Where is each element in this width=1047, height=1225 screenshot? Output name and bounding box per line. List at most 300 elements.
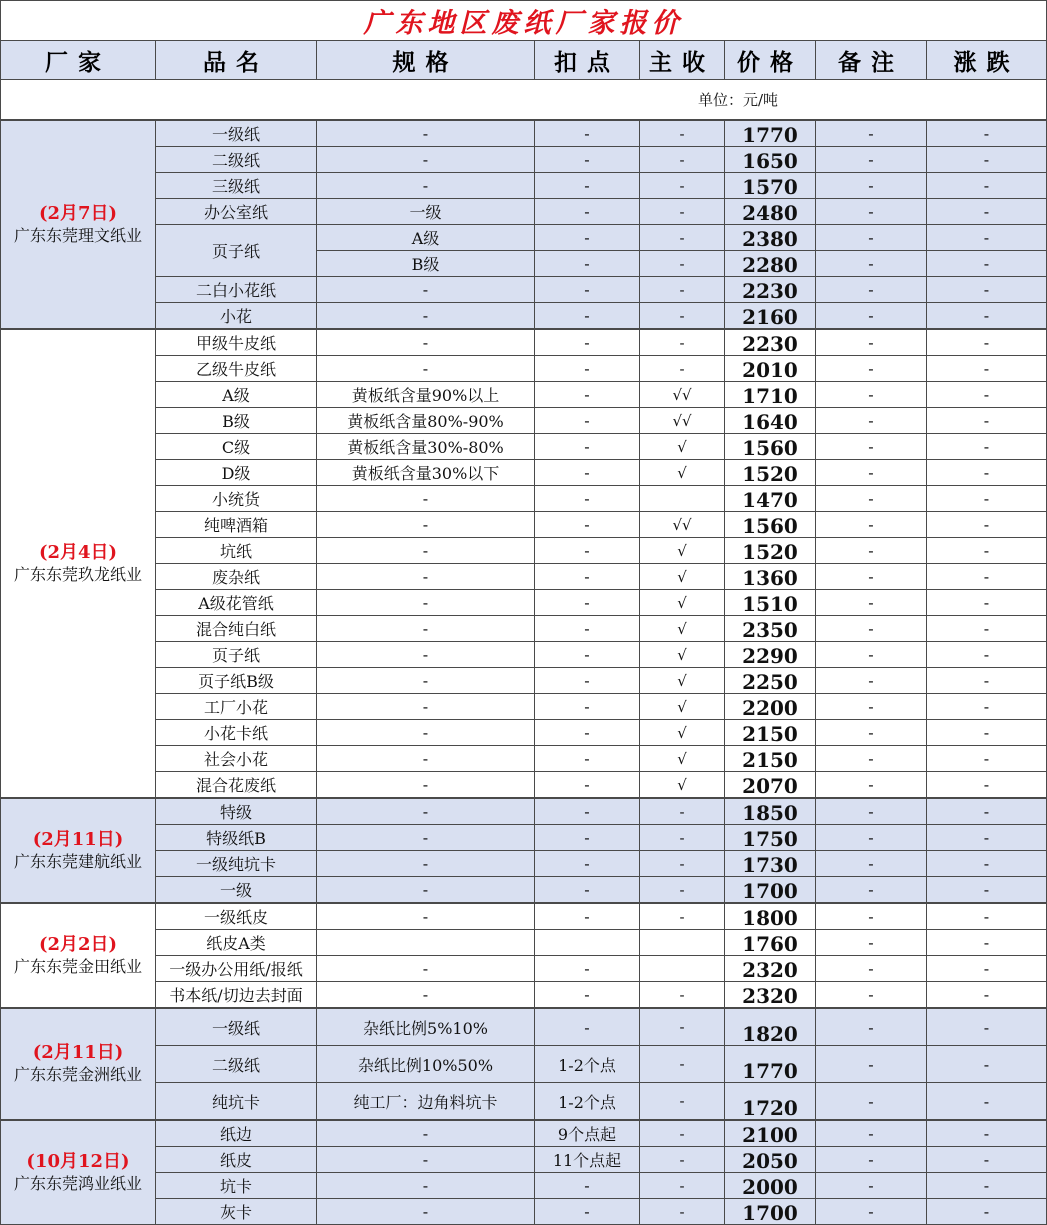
change-cell: -: [927, 825, 1047, 851]
price-cell: 1570: [725, 173, 816, 199]
company-date: (2月7日): [38, 202, 118, 224]
deduct-cell: -: [535, 668, 640, 694]
company-cell: [1, 1120, 156, 1225]
main-collect-cell: -: [640, 1008, 725, 1046]
table-row: [1, 356, 1047, 382]
product-name: 一级: [156, 877, 317, 904]
company-cell: [1, 1008, 156, 1120]
spec-cell: -: [317, 616, 535, 642]
price-cell: 1560: [725, 512, 816, 538]
note-cell: -: [816, 720, 927, 746]
spec-cell: -: [317, 851, 535, 877]
spec-cell: -: [317, 982, 535, 1009]
price-cell: 1560: [725, 434, 816, 460]
note-cell: -: [816, 329, 927, 356]
deduct-cell: [535, 930, 640, 956]
product-name: 废杂纸: [156, 564, 317, 590]
note-cell: -: [816, 303, 927, 330]
price-cell: 2150: [725, 746, 816, 772]
note-cell: -: [816, 173, 927, 199]
price-cell: 2100: [725, 1120, 816, 1147]
product-name: 书本纸/切边去封面: [156, 982, 317, 1009]
product-name: 纸皮: [156, 1147, 317, 1173]
main-collect-cell: -: [640, 903, 725, 930]
company-cell: [1, 329, 156, 798]
change-cell: -: [927, 486, 1047, 512]
note-cell: -: [816, 225, 927, 251]
product-name: 特级纸B: [156, 825, 317, 851]
table-row: [1, 147, 1047, 173]
deduct-cell: -: [535, 538, 640, 564]
price-cell: 1770: [725, 1046, 816, 1083]
product-name: 一级纯坑卡: [156, 851, 317, 877]
company-cell: [1, 798, 156, 903]
main-collect-cell: -: [640, 356, 725, 382]
spec-cell: -: [317, 772, 535, 799]
table-row: [1, 720, 1047, 746]
spec-cell: -: [317, 668, 535, 694]
change-cell: -: [927, 173, 1047, 199]
main-collect-cell: √: [640, 434, 725, 460]
spec-cell: 黄板纸含量90%以上: [317, 382, 535, 408]
spec-cell: -: [317, 956, 535, 982]
change-cell: -: [927, 408, 1047, 434]
table-row: [1, 1046, 1047, 1083]
table-row: [1, 199, 1047, 225]
main-collect-cell: √: [640, 642, 725, 668]
header-row: [1, 41, 1047, 80]
table-row: [1, 903, 1047, 930]
note-cell: -: [816, 356, 927, 382]
spec-cell: -: [317, 1120, 535, 1147]
product-name: 三级纸: [156, 173, 317, 199]
note-cell: -: [816, 199, 927, 225]
product-name: 一级纸皮: [156, 903, 317, 930]
deduct-cell: -: [535, 798, 640, 825]
spec-cell: A级: [317, 225, 535, 251]
table-row: [1, 956, 1047, 982]
table-row: [1, 851, 1047, 877]
product-name: D级: [156, 460, 317, 486]
price-cell: 2000: [725, 1173, 816, 1199]
table-row: [1, 538, 1047, 564]
table-row: [1, 1147, 1047, 1173]
note-cell: -: [816, 1046, 927, 1083]
product-name: 工厂小花: [156, 694, 317, 720]
spec-cell: 一级: [317, 199, 535, 225]
deduct-cell: -: [535, 772, 640, 799]
table-row: [1, 512, 1047, 538]
note-cell: -: [816, 1120, 927, 1147]
product-name: A级: [156, 382, 317, 408]
deduct-cell: -: [535, 903, 640, 930]
change-cell: -: [927, 1083, 1047, 1121]
table-row: [1, 694, 1047, 720]
table-row: [1, 303, 1047, 330]
price-cell: 1800: [725, 903, 816, 930]
spec-cell: -: [317, 746, 535, 772]
spec-cell: -: [317, 1173, 535, 1199]
deduct-cell: -: [535, 956, 640, 982]
product-name: 一级办公用纸/报纸: [156, 956, 317, 982]
company-date: (2月11日): [32, 828, 124, 850]
product-name: A级花管纸: [156, 590, 317, 616]
table-row: [1, 460, 1047, 486]
deduct-cell: -: [535, 746, 640, 772]
product-name: 混合纯白纸: [156, 616, 317, 642]
deduct-cell: -: [535, 277, 640, 303]
product-name: 甲级牛皮纸: [156, 329, 317, 356]
product-name: 页子纸: [156, 225, 317, 277]
note-cell: -: [816, 147, 927, 173]
deduct-cell: -: [535, 877, 640, 904]
deduct-cell: 11个点起: [535, 1147, 640, 1173]
price-cell: 2320: [725, 982, 816, 1009]
price-cell: 2290: [725, 642, 816, 668]
main-collect-cell: -: [640, 1120, 725, 1147]
price-cell: 2200: [725, 694, 816, 720]
change-cell: -: [927, 642, 1047, 668]
product-name: 办公室纸: [156, 199, 317, 225]
spec-cell: -: [317, 147, 535, 173]
product-name: 小花卡纸: [156, 720, 317, 746]
main-collect-cell: √: [640, 694, 725, 720]
spec-cell: -: [317, 173, 535, 199]
main-collect-cell: √: [640, 720, 725, 746]
deduct-cell: -: [535, 851, 640, 877]
price-cell: 1520: [725, 538, 816, 564]
table-row: [1, 616, 1047, 642]
note-cell: -: [816, 982, 927, 1009]
note-cell: -: [816, 590, 927, 616]
table-row: [1, 486, 1047, 512]
price-cell: 1820: [725, 1008, 816, 1046]
main-collect-cell: √: [640, 460, 725, 486]
table-row: [1, 746, 1047, 772]
header-main: 主收: [640, 41, 725, 80]
product-name: 纸皮A类: [156, 930, 317, 956]
main-collect-cell: √: [640, 590, 725, 616]
spec-cell: -: [317, 120, 535, 147]
deduct-cell: -: [535, 616, 640, 642]
change-cell: -: [927, 147, 1047, 173]
table-row: [1, 642, 1047, 668]
main-collect-cell: √: [640, 746, 725, 772]
spec-cell: -: [317, 720, 535, 746]
spec-cell: -: [317, 1147, 535, 1173]
spec-cell: B级: [317, 251, 535, 277]
header-spec: 规格: [317, 41, 535, 80]
change-cell: -: [927, 668, 1047, 694]
price-cell: 2280: [725, 251, 816, 277]
note-cell: -: [816, 851, 927, 877]
product-name: 二白小花纸: [156, 277, 317, 303]
change-cell: -: [927, 616, 1047, 642]
deduct-cell: -: [535, 1173, 640, 1199]
table-row: [1, 564, 1047, 590]
change-cell: -: [927, 798, 1047, 825]
table-row: [1, 1008, 1047, 1046]
deduct-cell: -: [535, 825, 640, 851]
change-cell: -: [927, 1199, 1047, 1225]
deduct-cell: -: [535, 120, 640, 147]
table-row: [1, 982, 1047, 1009]
product-name: 页子纸: [156, 642, 317, 668]
change-cell: -: [927, 590, 1047, 616]
product-name: 社会小花: [156, 746, 317, 772]
spec-cell: 黄板纸含量80%-90%: [317, 408, 535, 434]
deduct-cell: -: [535, 1199, 640, 1225]
main-collect-cell: -: [640, 851, 725, 877]
change-cell: -: [927, 251, 1047, 277]
product-name: 纸边: [156, 1120, 317, 1147]
table-row: [1, 772, 1047, 799]
deduct-cell: -: [535, 512, 640, 538]
change-cell: -: [927, 982, 1047, 1009]
product-name: 页子纸B级: [156, 668, 317, 694]
price-cell: 2150: [725, 720, 816, 746]
note-cell: -: [816, 460, 927, 486]
note-cell: -: [816, 798, 927, 825]
change-cell: -: [927, 564, 1047, 590]
company-cell: [1, 903, 156, 1008]
spec-cell: -: [317, 825, 535, 851]
company-date: (10月12日): [26, 1150, 130, 1172]
table-row: [1, 408, 1047, 434]
spec-cell: -: [317, 642, 535, 668]
note-cell: -: [816, 877, 927, 904]
main-collect-cell: -: [640, 1046, 725, 1083]
note-cell: -: [816, 746, 927, 772]
deduct-cell: -: [535, 147, 640, 173]
table-row: [1, 225, 1047, 251]
change-cell: -: [927, 382, 1047, 408]
deduct-cell: -: [535, 590, 640, 616]
spec-cell: -: [317, 303, 535, 330]
table-body: [1, 120, 1047, 1225]
deduct-cell: -: [535, 199, 640, 225]
price-cell: 1720: [725, 1083, 816, 1121]
table-row: [1, 173, 1047, 199]
product-name: 二级纸: [156, 147, 317, 173]
deduct-cell: 1-2个点: [535, 1083, 640, 1121]
main-collect-cell: -: [640, 825, 725, 851]
change-cell: -: [927, 460, 1047, 486]
main-collect-cell: √: [640, 772, 725, 799]
deduct-cell: -: [535, 173, 640, 199]
change-cell: -: [927, 851, 1047, 877]
spec-cell: 杂纸比例10%50%: [317, 1046, 535, 1083]
change-cell: -: [927, 120, 1047, 147]
spec-cell: 纯工厂：边角料坑卡: [317, 1083, 535, 1121]
company-name: 广东东莞玖龙纸业: [13, 564, 142, 584]
table-row: [1, 877, 1047, 904]
note-cell: -: [816, 772, 927, 799]
note-cell: -: [816, 903, 927, 930]
note-cell: -: [816, 277, 927, 303]
company-date: (2月4日): [38, 541, 118, 563]
table-row: [1, 329, 1047, 356]
product-name: 灰卡: [156, 1199, 317, 1225]
note-cell: -: [816, 642, 927, 668]
price-cell: 2050: [725, 1147, 816, 1173]
company-date: (2月2日): [38, 933, 118, 955]
page-title: 广东地区废纸厂家报价: [1, 1, 1047, 41]
main-collect-cell: -: [640, 199, 725, 225]
company-name: 广东东莞理文纸业: [13, 225, 142, 245]
change-cell: -: [927, 538, 1047, 564]
spec-cell: -: [317, 798, 535, 825]
change-cell: -: [927, 1173, 1047, 1199]
deduct-cell: -: [535, 356, 640, 382]
price-cell: 2350: [725, 616, 816, 642]
spec-cell: -: [317, 1199, 535, 1225]
deduct-cell: -: [535, 642, 640, 668]
spec-cell: -: [317, 512, 535, 538]
spec-cell: -: [317, 538, 535, 564]
product-name: 二级纸: [156, 1046, 317, 1083]
spec-cell: -: [317, 564, 535, 590]
company-name: 广东东莞鸿业纸业: [13, 1173, 142, 1193]
table-row: [1, 798, 1047, 825]
deduct-cell: -: [535, 434, 640, 460]
price-cell: 1650: [725, 147, 816, 173]
main-collect-cell: -: [640, 877, 725, 904]
main-collect-cell: -: [640, 251, 725, 277]
header-company: 厂家: [1, 41, 156, 80]
spec-cell: -: [317, 329, 535, 356]
main-collect-cell: [640, 956, 725, 982]
spec-cell: 黄板纸含量30%以下: [317, 460, 535, 486]
change-cell: -: [927, 1147, 1047, 1173]
deduct-cell: -: [535, 694, 640, 720]
price-cell: 1770: [725, 120, 816, 147]
price-cell: 1700: [725, 877, 816, 904]
spec-cell: 杂纸比例5%10%: [317, 1008, 535, 1046]
product-name: 坑卡: [156, 1173, 317, 1199]
main-collect-cell: √: [640, 538, 725, 564]
spec-cell: -: [317, 486, 535, 512]
deduct-cell: -: [535, 1008, 640, 1046]
main-collect-cell: [640, 486, 725, 512]
company-name: 广东东莞金田纸业: [13, 956, 142, 976]
note-cell: -: [816, 616, 927, 642]
change-cell: -: [927, 277, 1047, 303]
deduct-cell: -: [535, 251, 640, 277]
main-collect-cell: √√: [640, 512, 725, 538]
note-cell: -: [816, 538, 927, 564]
product-name: 乙级牛皮纸: [156, 356, 317, 382]
note-cell: -: [816, 1147, 927, 1173]
main-collect-cell: -: [640, 1083, 725, 1121]
header-note: 备注: [816, 41, 927, 80]
deduct-cell: -: [535, 225, 640, 251]
deduct-cell: 1-2个点: [535, 1046, 640, 1083]
change-cell: -: [927, 694, 1047, 720]
note-cell: -: [816, 120, 927, 147]
main-collect-cell: -: [640, 277, 725, 303]
main-collect-cell: -: [640, 120, 725, 147]
note-cell: -: [816, 1199, 927, 1225]
deduct-cell: -: [535, 460, 640, 486]
main-collect-cell: √: [640, 564, 725, 590]
header-change: 涨跌: [927, 41, 1047, 80]
deduct-cell: -: [535, 486, 640, 512]
price-cell: 2250: [725, 668, 816, 694]
price-cell: 1360: [725, 564, 816, 590]
product-name: 纯坑卡: [156, 1083, 317, 1121]
note-cell: -: [816, 564, 927, 590]
main-collect-cell: √√: [640, 408, 725, 434]
price-cell: 1640: [725, 408, 816, 434]
note-cell: -: [816, 1008, 927, 1046]
spec-cell: -: [317, 277, 535, 303]
table-row: [1, 1173, 1047, 1199]
product-name: 坑纸: [156, 538, 317, 564]
deduct-cell: -: [535, 564, 640, 590]
change-cell: -: [927, 877, 1047, 904]
spec-cell: -: [317, 877, 535, 904]
change-cell: -: [927, 303, 1047, 330]
main-collect-cell: √√: [640, 382, 725, 408]
price-cell: 2160: [725, 303, 816, 330]
product-name: B级: [156, 408, 317, 434]
main-collect-cell: -: [640, 1199, 725, 1225]
main-collect-cell: -: [640, 1147, 725, 1173]
main-collect-cell: -: [640, 173, 725, 199]
change-cell: -: [927, 720, 1047, 746]
note-cell: -: [816, 382, 927, 408]
spec-cell: -: [317, 356, 535, 382]
note-cell: -: [816, 668, 927, 694]
change-cell: -: [927, 329, 1047, 356]
company-name: 广东东莞金洲纸业: [13, 1065, 142, 1084]
spec-cell: -: [317, 694, 535, 720]
company-name: 广东东莞建航纸业: [13, 851, 142, 871]
price-cell: 1760: [725, 930, 816, 956]
note-cell: -: [816, 1173, 927, 1199]
price-cell: 2010: [725, 356, 816, 382]
note-cell: -: [816, 486, 927, 512]
change-cell: -: [927, 1046, 1047, 1083]
price-cell: 1700: [725, 1199, 816, 1225]
product-name: C级: [156, 434, 317, 460]
product-name: 小统货: [156, 486, 317, 512]
price-cell: 1470: [725, 486, 816, 512]
change-cell: -: [927, 512, 1047, 538]
spec-cell: 黄板纸含量30%-80%: [317, 434, 535, 460]
company-date: (2月11日): [32, 1042, 124, 1063]
main-collect-cell: √: [640, 616, 725, 642]
table-row: [1, 120, 1047, 147]
table-row: [1, 825, 1047, 851]
price-cell: 2230: [725, 277, 816, 303]
note-cell: -: [816, 434, 927, 460]
note-cell: -: [816, 512, 927, 538]
price-cell: 1710: [725, 382, 816, 408]
header-product: 品名: [156, 41, 317, 80]
main-collect-cell: -: [640, 1173, 725, 1199]
price-cell: 1520: [725, 460, 816, 486]
spec-cell: [317, 930, 535, 956]
table-row: [1, 930, 1047, 956]
table-row: [1, 434, 1047, 460]
deduct-cell: 9个点起: [535, 1120, 640, 1147]
table-row: [1, 1120, 1047, 1147]
product-name: 小花: [156, 303, 317, 330]
note-cell: -: [816, 694, 927, 720]
deduct-cell: -: [535, 303, 640, 330]
